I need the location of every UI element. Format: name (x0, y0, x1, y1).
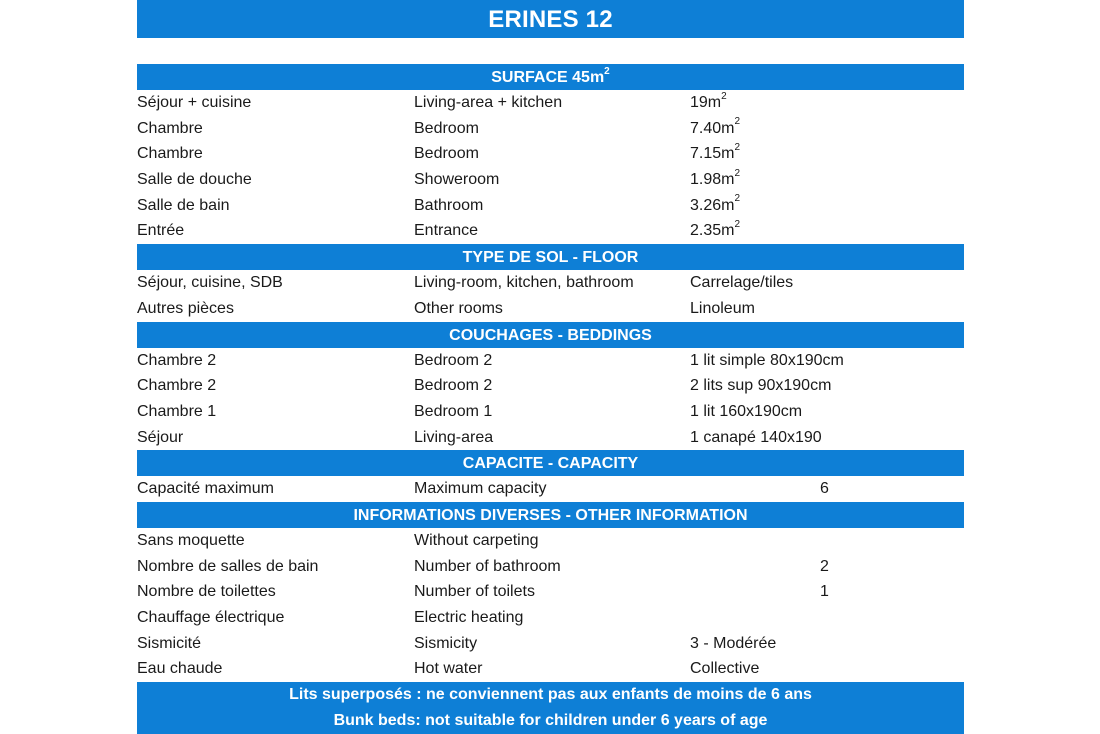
cell-value: 1 lit 160x190cm (690, 402, 803, 420)
section-header-other: INFORMATIONS DIVERSES - OTHER INFORMATION (137, 502, 964, 528)
surface-heading-text: SURFACE 45m (491, 69, 605, 86)
cell-value: $7.40m^2$ (690, 116, 741, 137)
cell-en: Showeroom (414, 171, 500, 189)
section-header-surface (137, 64, 964, 90)
table-row (137, 579, 964, 605)
table-row (137, 167, 964, 193)
cell-value: $2.35m^2$ (690, 219, 741, 240)
section-header-floor: TYPE DE SOL - FLOOR (137, 244, 964, 270)
cell-fr: Chambre (137, 145, 203, 163)
cell-en: Bedroom 2 (414, 377, 493, 395)
cell-value: $1.98m^2$ (690, 167, 741, 189)
cell-fr: Capacité maximum (137, 480, 274, 498)
table-row (137, 656, 964, 682)
table-row (137, 476, 964, 502)
cell-en: Without carpeting (414, 531, 539, 549)
cell-fr: Autres pièces (137, 299, 234, 317)
cell-fr: Entrée (137, 222, 185, 240)
cell-fr: Eau chaude (137, 660, 223, 678)
table-row (137, 528, 964, 554)
cell-value: $3.26m^2$ (690, 193, 741, 214)
cell-fr: Séjour + cuisine (137, 94, 252, 111)
table-row (137, 218, 964, 244)
cell-en: Living-room, kitchen, bathroom (414, 274, 634, 292)
cell-en: Number of toilets (414, 583, 535, 601)
cell-value: 2 lits sup 90x190cm (690, 377, 832, 395)
section-header-beddings: COUCHAGES - BEDDINGS (137, 322, 964, 348)
cell-fr: Chambre 2 (137, 377, 217, 395)
surface-heading-sup: 2 (604, 65, 610, 77)
cell-en: Sismicity (414, 634, 478, 652)
footer-line-fr: Lits superposés : ne conviennent pas aux enfants de moins de 6 ans (289, 686, 812, 704)
cell-value: 3 - Modérée (690, 634, 777, 652)
cell-fr: Sans moquette (137, 531, 245, 549)
cell-value: 1 lit simple 80x190cm (690, 351, 844, 369)
cell-en: Other rooms (414, 299, 503, 317)
cell-fr: Séjour (137, 428, 184, 446)
cell-en: Number of bathroom (414, 557, 561, 575)
cell-en: Living-area + kitchen (414, 94, 563, 111)
cell-en: Entrance (414, 222, 479, 240)
section-header-capacity: CAPACITE - CAPACITY (137, 450, 964, 476)
cell-en: Bedroom (414, 119, 479, 137)
cell-en: Maximum capacity (414, 480, 547, 498)
cell-value: $7.15m^2$ (690, 142, 741, 163)
table-row (137, 116, 964, 142)
cell-en: Bedroom 1 (414, 402, 493, 420)
cell-value: Linoleum (690, 299, 755, 317)
table-row (137, 554, 964, 580)
info-sheet (137, 0, 964, 734)
cell-fr: Salle de bain (137, 196, 230, 214)
cell-number: 1 (820, 583, 829, 601)
cell-fr: Séjour, cuisine, SDB (137, 274, 283, 292)
cell-number: 6 (820, 480, 829, 498)
table-row (137, 348, 964, 374)
page-title: ERINES 12 (137, 0, 964, 38)
cell-fr: Sismicité (137, 634, 202, 652)
table-row (137, 193, 964, 219)
table-row (137, 296, 964, 322)
table-row (137, 605, 964, 631)
cell-fr: Chauffage électrique (137, 609, 285, 626)
cell-en: Hot water (414, 660, 483, 678)
cell-value: $19m^2$ (690, 90, 727, 111)
table-row (137, 270, 964, 296)
cell-value: Carrelage/tiles (690, 274, 794, 292)
cell-value: Collective (690, 660, 760, 678)
table-row (137, 631, 964, 657)
footer-notice (137, 682, 964, 734)
cell-fr: Nombre de salles de bain (137, 557, 319, 575)
table-row (137, 399, 964, 425)
table-row (137, 425, 964, 451)
cell-en: Living-area (414, 428, 494, 446)
table-row (137, 90, 964, 116)
cell-en: Bedroom (414, 145, 479, 163)
cell-fr: Chambre (137, 119, 203, 137)
table-row (137, 373, 964, 399)
table-row (137, 141, 964, 167)
cell-value: 1 canapé 140x190 (690, 428, 822, 446)
cell-en: Electric heating (414, 609, 524, 626)
cell-en: Bedroom 2 (414, 351, 493, 369)
cell-number: 2 (820, 557, 829, 575)
footer-line-en: Bunk beds: not suitable for children under 6 years of age (333, 712, 768, 730)
cell-fr: Chambre 2 (137, 351, 217, 369)
cell-fr: Salle de douche (137, 171, 252, 189)
cell-fr: Nombre de toilettes (137, 583, 276, 601)
cell-en: Bathroom (414, 196, 484, 214)
spacer (137, 38, 964, 64)
cell-fr: Chambre 1 (137, 402, 217, 420)
